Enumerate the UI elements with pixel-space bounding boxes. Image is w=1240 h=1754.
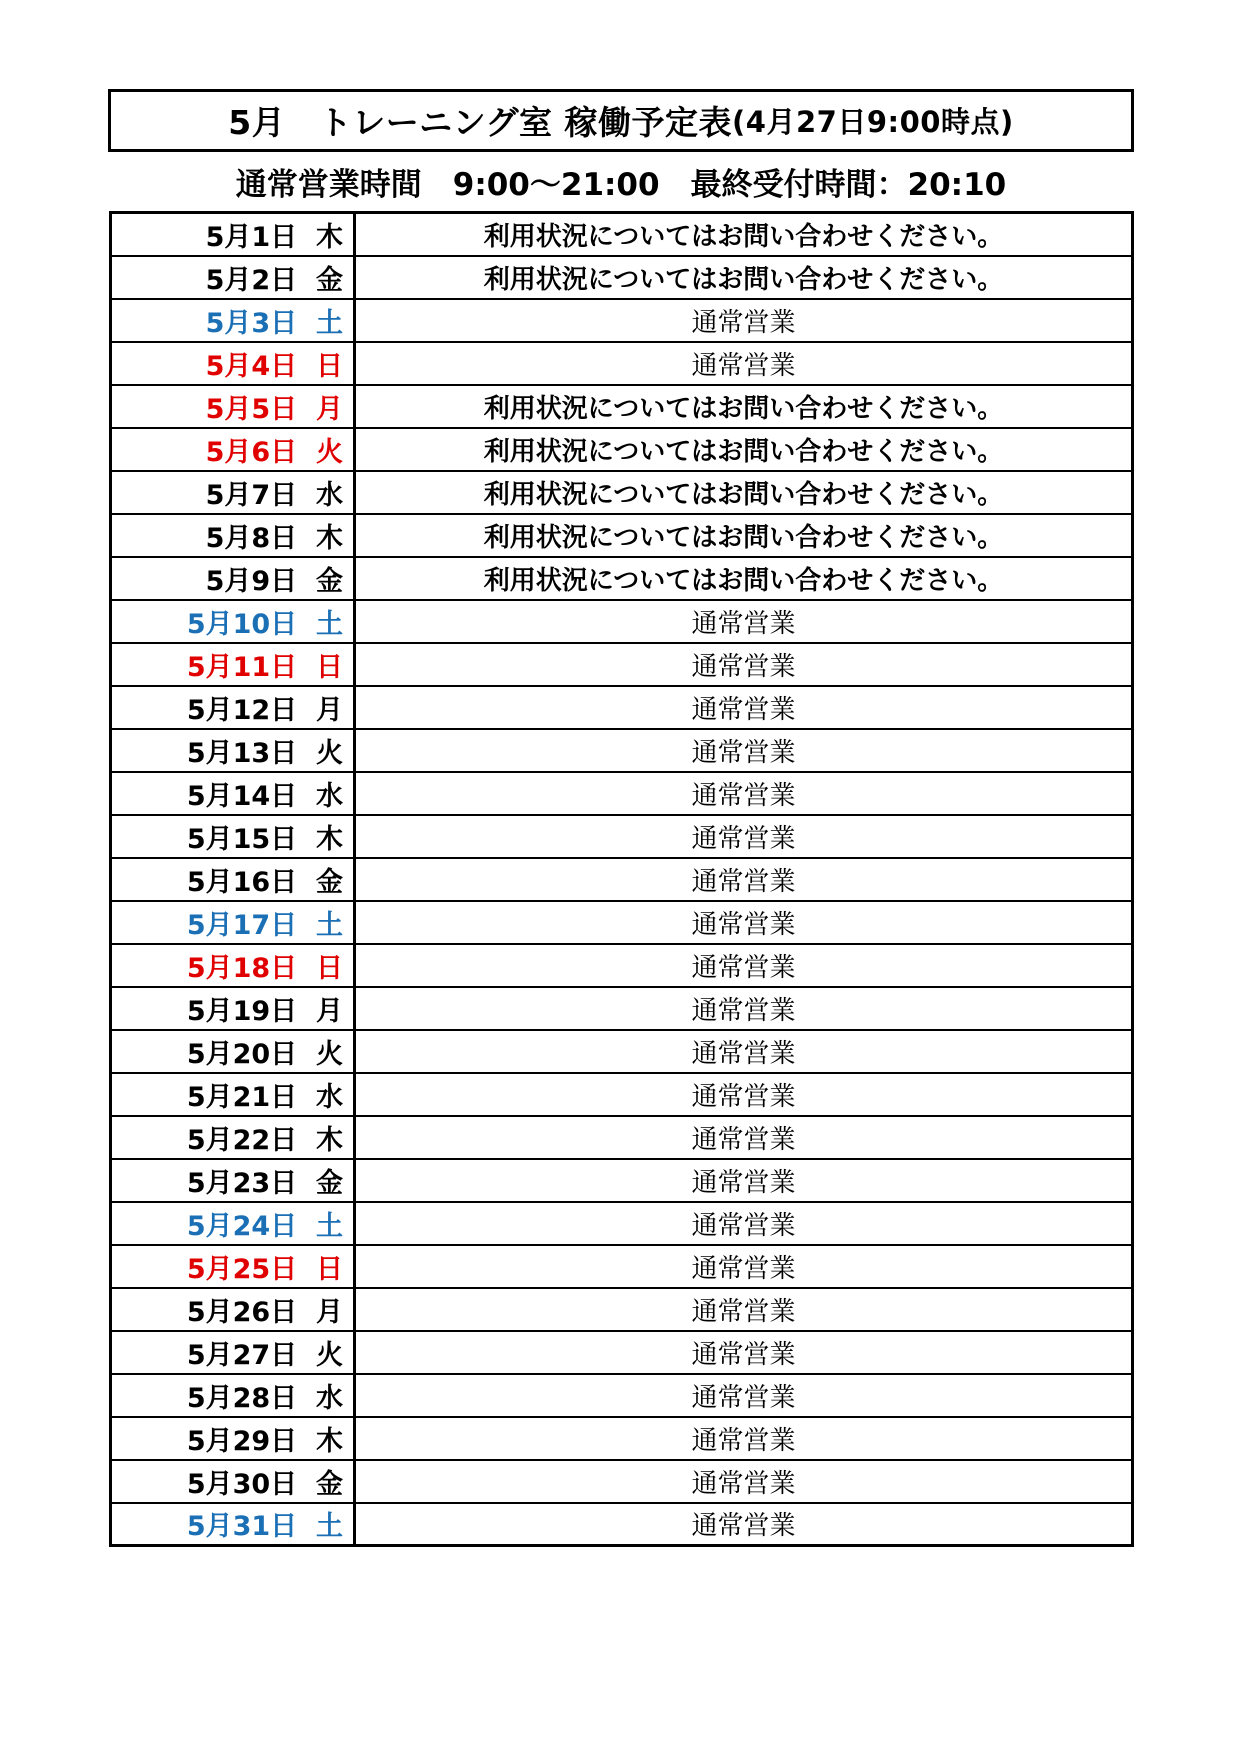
weekday-label: 木 (316, 522, 343, 554)
table-row (111, 1331, 1133, 1374)
schedule-body (111, 213, 1133, 1546)
table-row (111, 299, 1133, 342)
date-cell (111, 1159, 355, 1202)
date-cell (111, 987, 355, 1030)
table-row (111, 428, 1133, 471)
date-label: 5月14日 (186, 780, 298, 812)
date-cell (111, 1503, 355, 1546)
status-cell: 利用状況についてはお問い合わせください。 (355, 385, 1133, 428)
weekday-label: 土 (316, 909, 343, 941)
table-row (111, 1245, 1133, 1288)
date-cell (111, 1030, 355, 1073)
status-cell: 通常営業 (355, 1245, 1133, 1288)
status-cell: 通常営業 (355, 299, 1133, 342)
date-cell (111, 1331, 355, 1374)
table-row (111, 471, 1133, 514)
table-row (111, 385, 1133, 428)
date-label: 5月21日 (186, 1081, 298, 1113)
date-cell (111, 1374, 355, 1417)
status-cell: 通常営業 (355, 1374, 1133, 1417)
date-label: 5月17日 (186, 909, 298, 941)
status-cell: 利用状況についてはお問い合わせください。 (355, 557, 1133, 600)
table-row (111, 342, 1133, 385)
table-row (111, 686, 1133, 729)
date-cell (111, 729, 355, 772)
status-cell: 通常営業 (355, 901, 1133, 944)
table-row (111, 1030, 1133, 1073)
weekday-label: 木 (316, 823, 343, 855)
date-label: 5月8日 (205, 522, 298, 554)
status-cell: 利用状況についてはお問い合わせください。 (355, 256, 1133, 299)
weekday-label: 水 (316, 479, 343, 511)
weekday-label: 水 (316, 1382, 343, 1414)
weekday-label: 土 (316, 307, 343, 339)
business-hours: 通常営業時間 9:00～21:00 最終受付時間：20:10 (235, 166, 1007, 203)
table-row (111, 815, 1133, 858)
status-cell: 通常営業 (355, 858, 1133, 901)
status-cell: 通常営業 (355, 686, 1133, 729)
date-label: 5月15日 (186, 823, 298, 855)
date-label: 5月12日 (186, 694, 298, 726)
date-cell (111, 1288, 355, 1331)
date-cell (111, 600, 355, 643)
weekday-label: 土 (316, 1210, 343, 1242)
weekday-label: 金 (316, 866, 343, 898)
date-label: 5月1日 (205, 221, 298, 253)
date-label: 5月23日 (186, 1167, 298, 1199)
table-row (111, 557, 1133, 600)
table-row (111, 1288, 1133, 1331)
table-row (111, 643, 1133, 686)
status-cell: 利用状況についてはお問い合わせください。 (355, 471, 1133, 514)
status-cell: 通常営業 (355, 1503, 1133, 1546)
date-cell (111, 1245, 355, 1288)
weekday-label: 水 (316, 780, 343, 812)
weekday-label: 火 (316, 1339, 343, 1371)
date-cell (111, 514, 355, 557)
date-label: 5月16日 (186, 866, 298, 898)
weekday-label: 月 (316, 694, 343, 726)
date-cell (111, 858, 355, 901)
date-cell (111, 342, 355, 385)
table-row (111, 213, 1133, 256)
weekday-label: 土 (316, 1511, 343, 1543)
weekday-label: 水 (316, 1081, 343, 1113)
date-cell (111, 643, 355, 686)
date-cell (111, 1202, 355, 1245)
table-row (111, 600, 1133, 643)
date-label: 5月20日 (186, 1038, 298, 1070)
status-cell: 通常営業 (355, 1331, 1133, 1374)
date-label: 5月26日 (186, 1296, 298, 1328)
date-label: 5月30日 (186, 1468, 298, 1500)
weekday-label: 日 (316, 952, 343, 984)
weekday-label: 火 (316, 1038, 343, 1070)
status-cell: 利用状況についてはお問い合わせください。 (355, 428, 1133, 471)
date-cell (111, 385, 355, 428)
status-cell: 通常営業 (355, 1073, 1133, 1116)
weekday-label: 月 (316, 393, 343, 425)
status-cell: 通常営業 (355, 729, 1133, 772)
weekday-label: 金 (316, 565, 343, 597)
date-label: 5月25日 (186, 1253, 298, 1285)
status-cell: 通常営業 (355, 342, 1133, 385)
status-cell: 通常営業 (355, 1202, 1133, 1245)
date-label: 5月18日 (186, 952, 298, 984)
table-row (111, 944, 1133, 987)
date-label: 5月7日 (205, 479, 298, 511)
weekday-label: 木 (316, 1124, 343, 1156)
status-cell: 通常営業 (355, 1030, 1133, 1073)
weekday-label: 木 (316, 1425, 343, 1457)
weekday-label: 火 (316, 436, 343, 468)
weekday-label: 月 (316, 995, 343, 1027)
table-row (111, 772, 1133, 815)
table-row (111, 1460, 1133, 1503)
table-row (111, 1374, 1133, 1417)
date-label: 5月24日 (186, 1210, 298, 1242)
weekday-label: 日 (316, 651, 343, 683)
page-title (108, 89, 1134, 152)
status-cell: 通常営業 (355, 1460, 1133, 1503)
date-cell (111, 428, 355, 471)
weekday-label: 金 (316, 264, 343, 296)
status-cell: 通常営業 (355, 815, 1133, 858)
table-row (111, 1116, 1133, 1159)
table-row (111, 1159, 1133, 1202)
date-cell (111, 256, 355, 299)
date-cell (111, 1073, 355, 1116)
date-label: 5月3日 (205, 307, 298, 339)
table-row (111, 256, 1133, 299)
weekday-label: 金 (316, 1167, 343, 1199)
weekday-label: 土 (316, 608, 343, 640)
table-row (111, 729, 1133, 772)
date-label: 5月9日 (205, 565, 298, 597)
date-label: 5月31日 (186, 1511, 298, 1543)
weekday-label: 木 (316, 221, 343, 253)
status-cell: 通常営業 (355, 944, 1133, 987)
weekday-label: 火 (316, 737, 343, 769)
date-cell (111, 901, 355, 944)
table-row (111, 1417, 1133, 1460)
date-cell (111, 1417, 355, 1460)
date-cell (111, 772, 355, 815)
date-label: 5月29日 (186, 1425, 298, 1457)
table-row (111, 858, 1133, 901)
status-cell: 通常営業 (355, 600, 1133, 643)
date-cell (111, 1116, 355, 1159)
date-cell (111, 815, 355, 858)
weekday-label: 月 (316, 1296, 343, 1328)
status-cell: 通常営業 (355, 1417, 1133, 1460)
date-cell (111, 471, 355, 514)
date-cell (111, 1460, 355, 1503)
table-row (111, 1202, 1133, 1245)
table-row (111, 514, 1133, 557)
date-label: 5月22日 (186, 1124, 298, 1156)
status-cell: 通常営業 (355, 1116, 1133, 1159)
date-cell (111, 944, 355, 987)
table-row (111, 1503, 1133, 1546)
date-label: 5月19日 (186, 995, 298, 1027)
date-label: 5月11日 (186, 651, 298, 683)
table-row (111, 987, 1133, 1030)
date-label: 5月10日 (186, 608, 298, 640)
weekday-label: 日 (316, 1253, 343, 1285)
date-label: 5月2日 (205, 264, 298, 296)
status-cell: 利用状況についてはお問い合わせください。 (355, 213, 1133, 256)
table-row (111, 1073, 1133, 1116)
status-cell: 通常営業 (355, 643, 1133, 686)
weekday-label: 日 (316, 350, 343, 382)
date-label: 5月13日 (186, 737, 298, 769)
status-cell: 利用状況についてはお問い合わせください。 (355, 514, 1133, 557)
date-label: 5月6日 (205, 436, 298, 468)
schedule-table (109, 211, 1134, 1547)
status-cell: 通常営業 (355, 772, 1133, 815)
status-cell: 通常営業 (355, 987, 1133, 1030)
date-cell (111, 213, 355, 256)
date-cell (111, 299, 355, 342)
date-label: 5月5日 (205, 393, 298, 425)
date-label: 5月28日 (186, 1382, 298, 1414)
table-row (111, 901, 1133, 944)
title-as-of: (4月27日9:00時点) (732, 105, 1014, 139)
date-cell (111, 686, 355, 729)
weekday-label: 金 (316, 1468, 343, 1500)
status-cell: 通常営業 (355, 1159, 1133, 1202)
title-main: 5月 トレーニング室 稼働予定表 (228, 103, 733, 142)
status-cell: 通常営業 (355, 1288, 1133, 1331)
date-cell (111, 557, 355, 600)
date-label: 5月4日 (205, 350, 298, 382)
date-label: 5月27日 (186, 1339, 298, 1371)
